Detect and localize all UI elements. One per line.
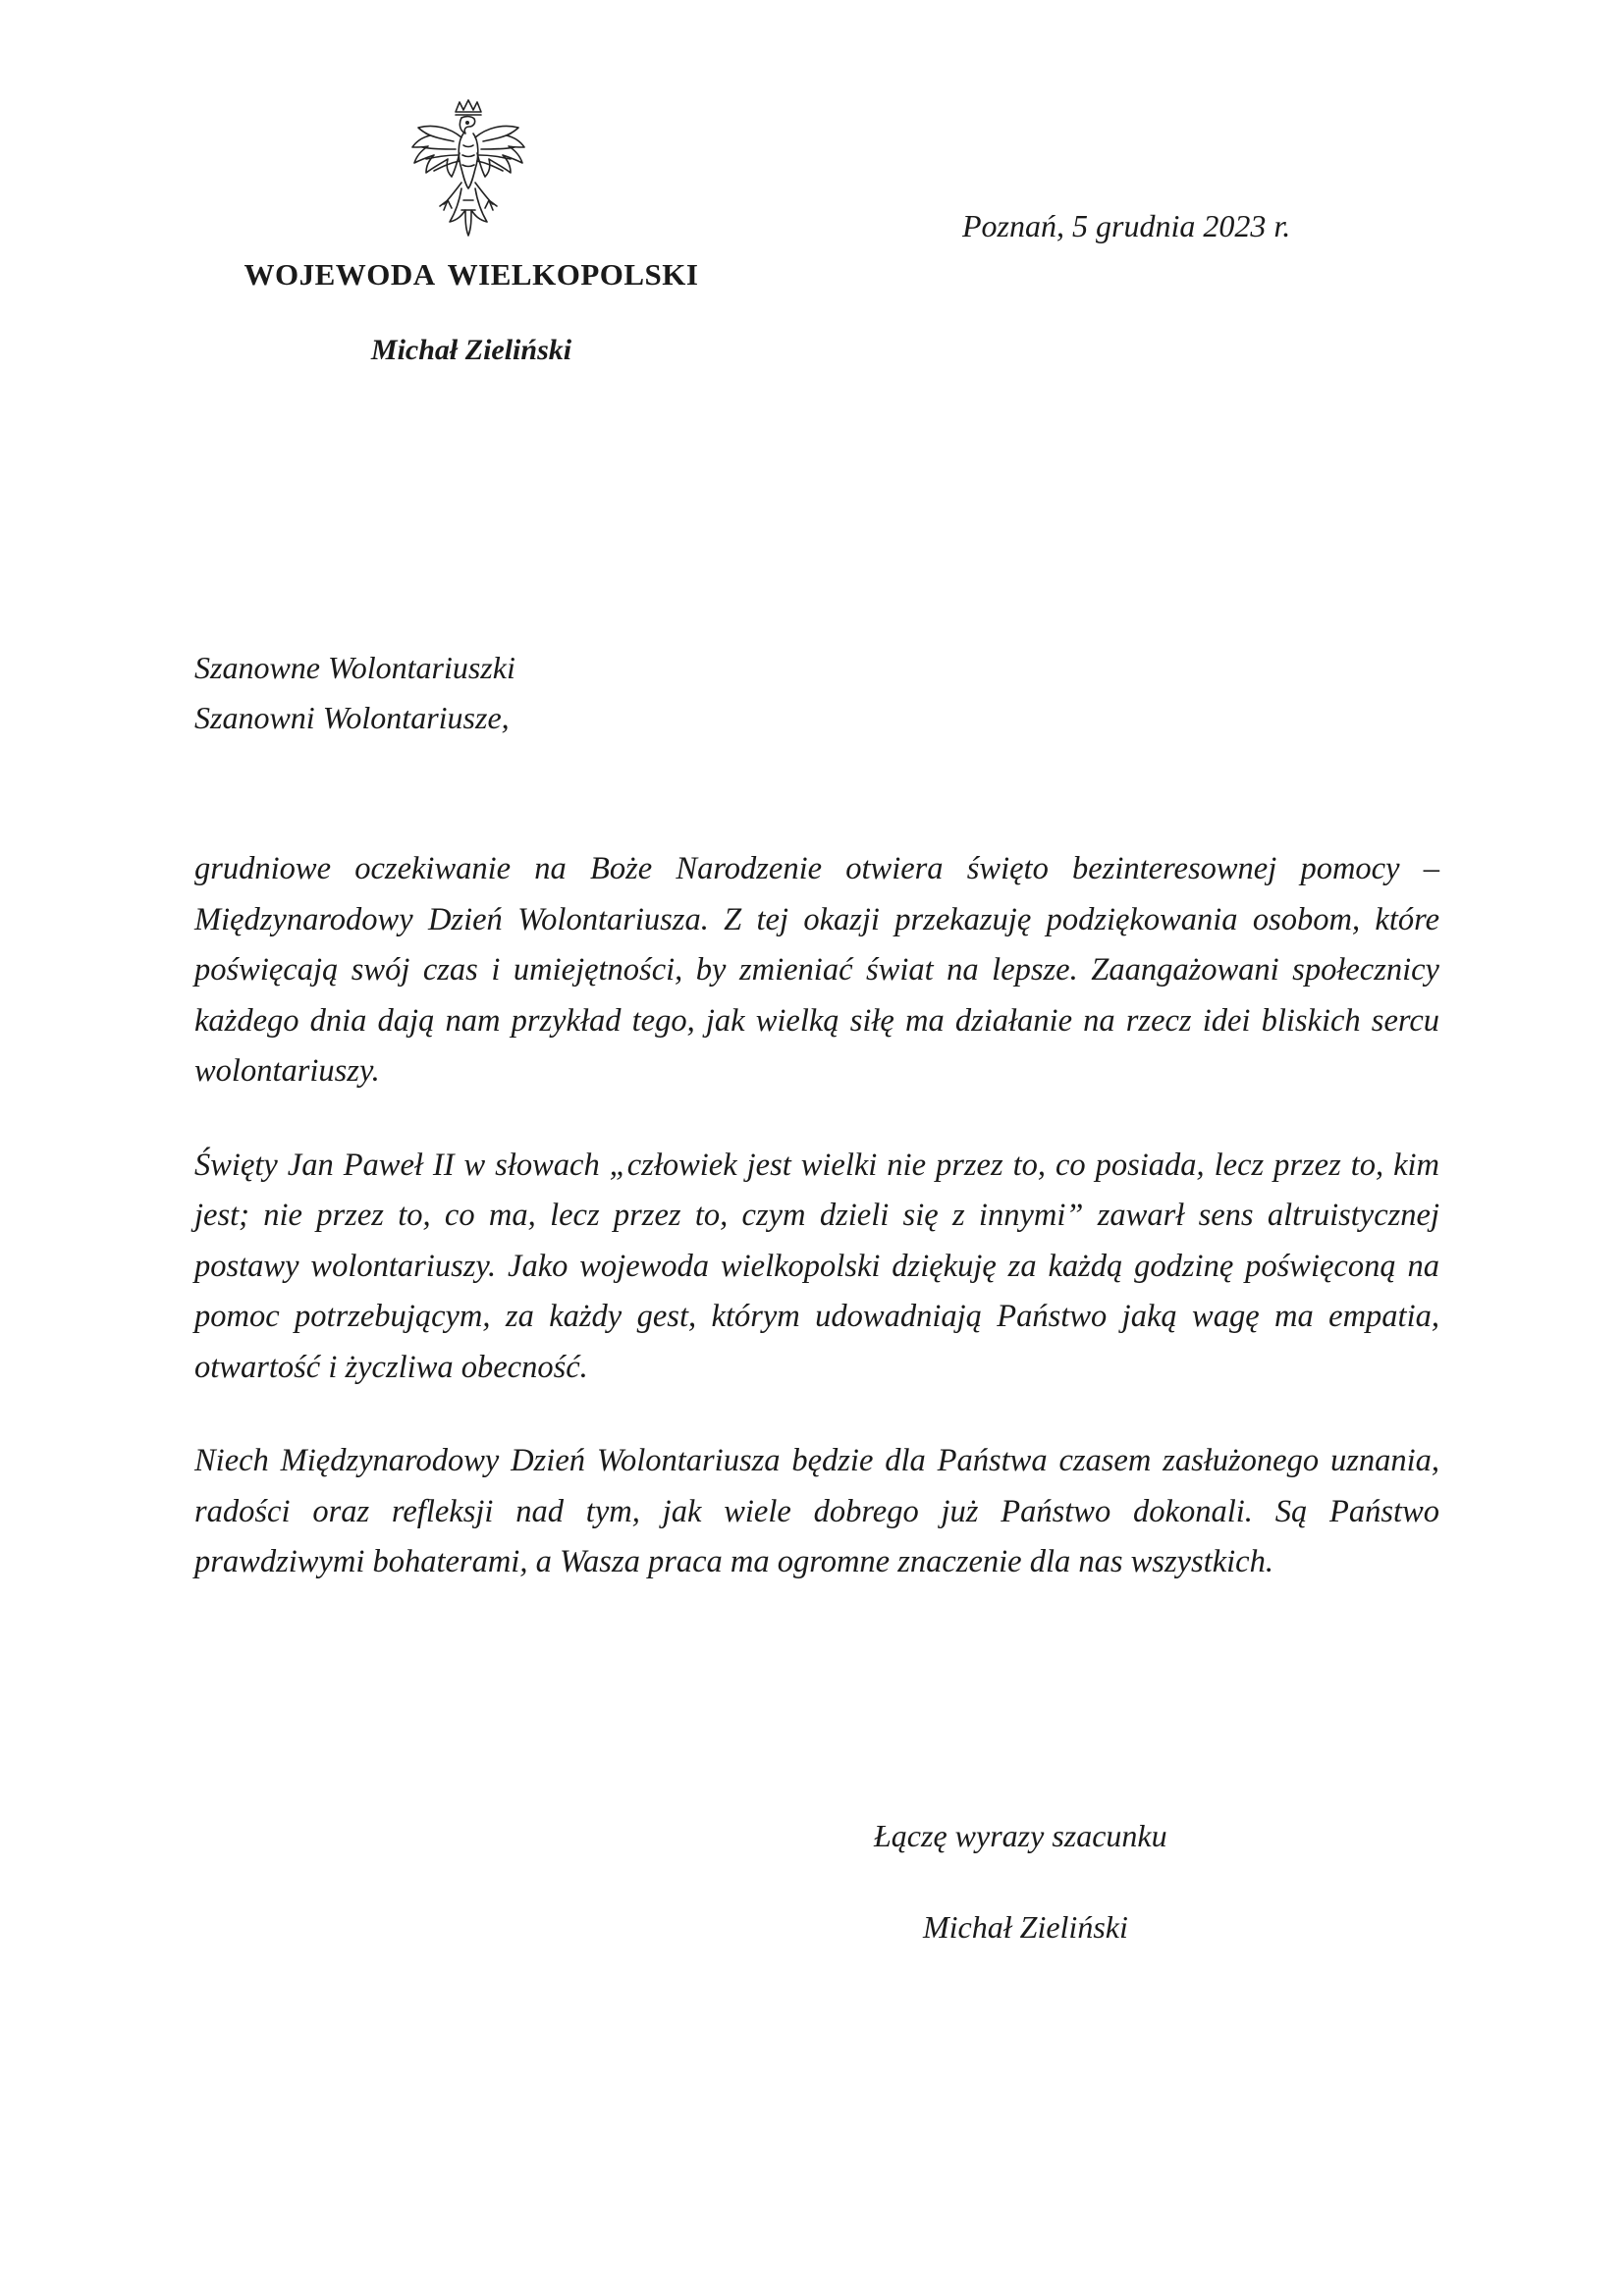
body-paragraph-2: Święty Jan Paweł II w słowach „człowiek jest wielki nie przez to, co posiada, lecz przez to, kim jest; nie przez to, co ma, lecz przez to, czym dzieli się z innymi” zawarł sens altruistycznej postawy wolontariuszy. Jako wojewoda wielkopolski dziękuję za każdą godzinę poświęconą na pomoc potrzebującym, za każdy gest, którym udowadniają Państwo jaką wagę ma empatia, otwartość i życzliwa obecność. [194,1147,1439,1385]
date-line: Poznań, 5 grudnia 2023 r. [962,208,1291,243]
salutation-line-1: Szanowne Wolontariuszki [194,650,515,685]
office-title: WOJEWODA WIELKOPOLSKI [244,257,699,292]
salutation [194,643,980,743]
body-paragraph-1: grudniowe oczekiwanie na Boże Narodzenie otwiera święto bezinteresownej pomocy – Międzynarodowy Dzień Wolontariusza. Z tej okazji przekazuję podziękowania osobom, które poświęcają swój czas i umiejętności, by zmieniać świat na lepsze. Zaangażowani społecznicy każdego dnia dają nam przykład tego, jak wielką siłę ma działanie na rzecz idei bliskich sercu wolontariuszy. [194,851,1439,1089]
closing-phrase: Łączę wyrazy szacunku [874,1818,1167,1853]
eagle-emblem-icon [405,98,532,245]
office-holder-name: Michał Zieliński [370,334,572,366]
signature-name: Michał Zieliński [923,1909,1128,1945]
salutation-line-2: Szanowni Wolontariusze, [194,700,510,735]
body-paragraph-3: Niech Międzynarodowy Dzień Wolontariusza będzie dla Państwa czasem zasłużonego uznania, radości oraz refleksji nad tym, jak wiele dobrego już Państwo dokonali. Są Państwo prawdziwymi bohaterami, a Wasza praca ma ogromne znaczenie dla nas wszystkich. [194,1443,1439,1579]
letter-body [194,844,1439,1631]
